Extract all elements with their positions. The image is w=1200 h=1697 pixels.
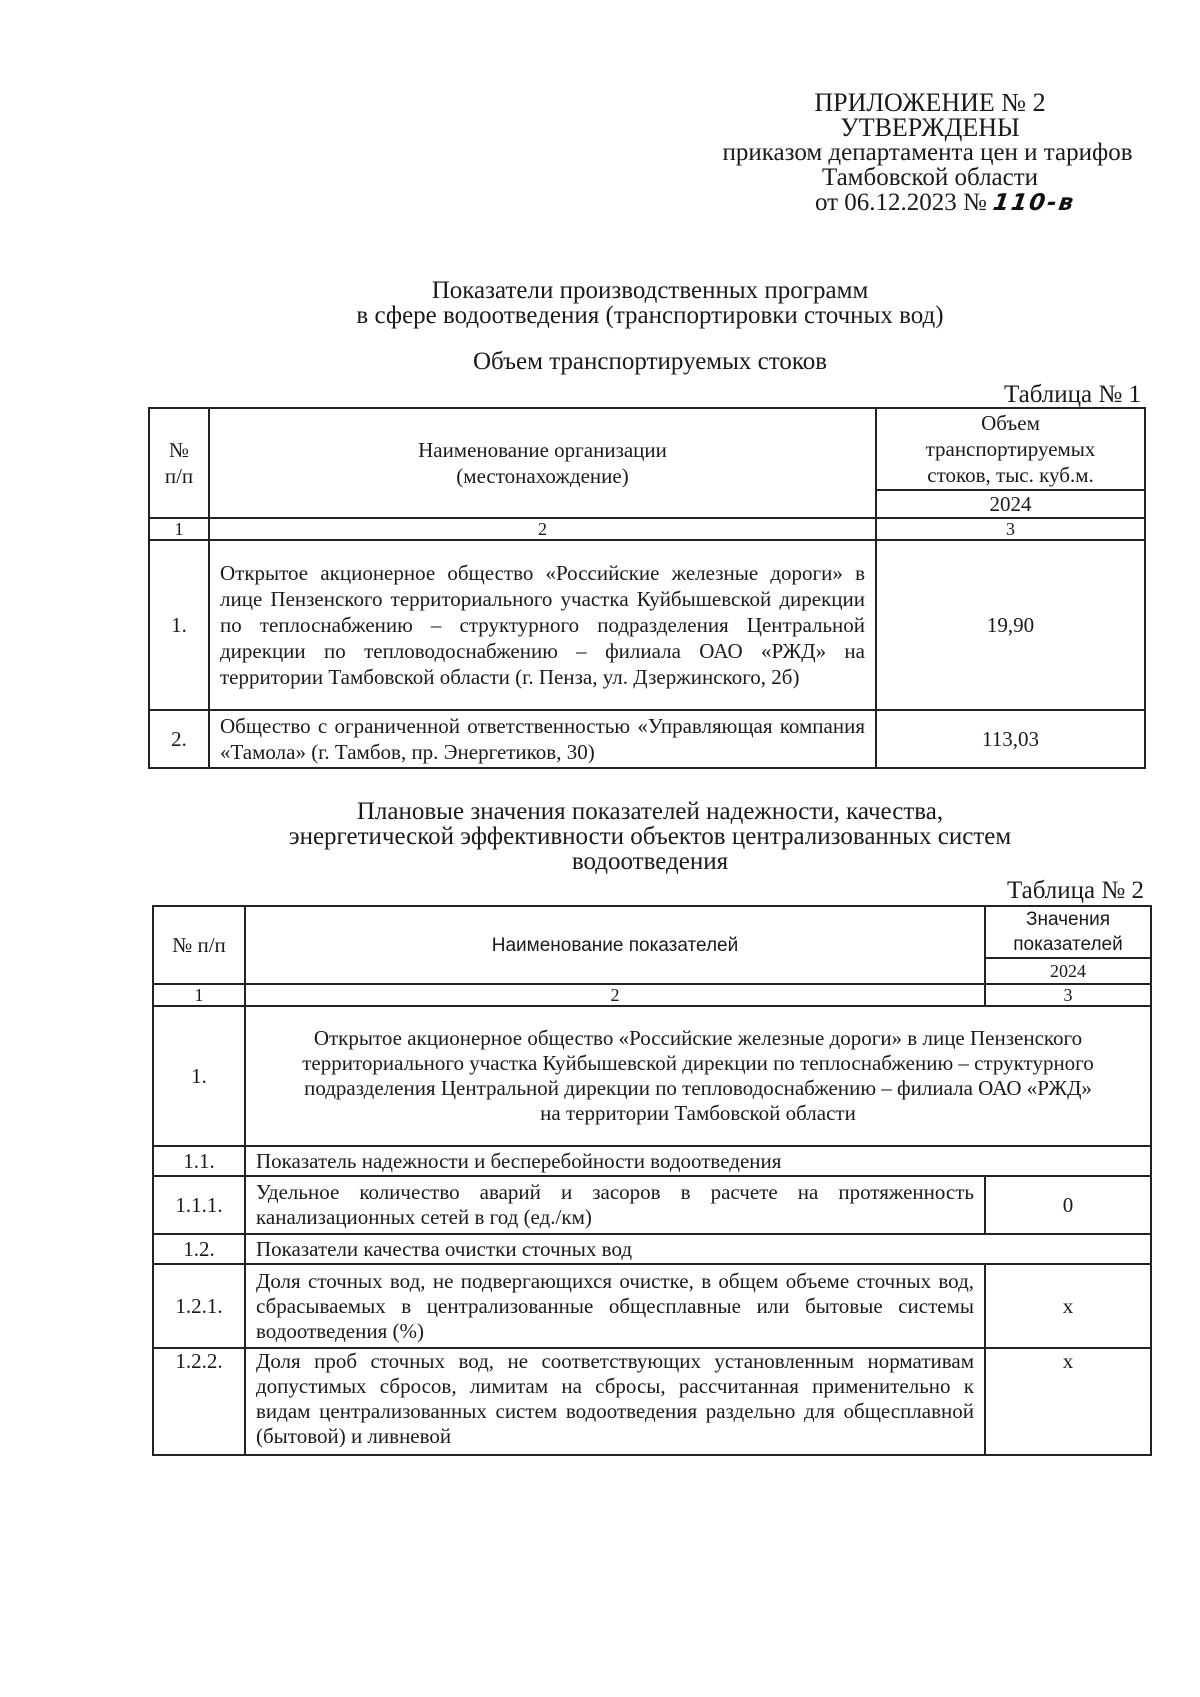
t2-org-location: на территории Тамбовской области <box>540 1101 856 1125</box>
t2-row-1-1-number: 1.1. <box>153 1146 245 1176</box>
table2 <box>152 905 1152 1456</box>
t1-header-year: 2024 <box>876 490 1145 518</box>
t2-row-1-1-1-number: 1.1.1. <box>153 1176 245 1234</box>
table-row <box>153 1176 1151 1234</box>
t2-org-name: Открытое акционерное общество «Российские железные дороги» в лице Пензенского территориального участка Куйбышевской дирекции по теплоснабжению – структурного подразделения Центральной дирекции по тепловодоснабжению – филиала ОАО «РЖД» <box>302 1026 1094 1100</box>
t1-header-number: № п/п <box>149 408 209 518</box>
t2-row-1-1-1-value: 0 <box>985 1176 1151 1234</box>
table-row <box>149 710 1145 768</box>
table2-heading-line3: водоотведения <box>571 848 729 875</box>
table-row <box>153 1234 1151 1264</box>
t2-header-year: 2024 <box>985 958 1151 984</box>
t1-row1-name: Открытое акционерное общество «Российские железные дороги» в лице Пензенского территориального участка Куйбышевской дирекции по теплоснабжению – структурного подразделения Центральной дирекции по тепловодоснабжению – филиала ОАО «РЖД» на территории Тамбовской области (г. Пенза, ул. Дзержинского, 2б) <box>209 540 876 710</box>
table-row <box>153 1348 1151 1455</box>
order-date-line <box>690 190 1170 216</box>
approved-label: УТВЕРЖДЕНЫ <box>840 113 1020 142</box>
t2-row-1-2-name: Показатели качества очистки сточных вод <box>245 1234 1151 1264</box>
table2-heading-line2: энергетической эффективности объектов централизованных систем <box>288 823 1012 850</box>
table2-label: Таблица № 2 <box>1006 877 1144 904</box>
t2-org-cell <box>245 1006 1151 1146</box>
t2-header-values: Значения показателей <box>985 906 1151 958</box>
appendix-label: ПРИЛОЖЕНИЕ № 2 <box>814 88 1046 117</box>
table1-heading: Объем транспортируемых стоков <box>472 348 828 375</box>
table1-label: Таблица № 1 <box>1003 381 1141 408</box>
t2-row-1-2-1-number: 1.2.1. <box>153 1264 245 1348</box>
t1-row2-number: 2. <box>149 710 209 768</box>
t2-row-1-1-name: Показатель надежности и бесперебойности водоотведения <box>245 1146 1151 1176</box>
t1-row1-number: 1. <box>149 540 209 710</box>
t1-header-volume: Объем транспортируемых стоков, тыс. куб.м. <box>876 408 1145 490</box>
t2-org-number: 1. <box>153 1006 245 1146</box>
t2-header-name: Наименование показателей <box>245 906 985 984</box>
t1-colnum-3: 3 <box>876 518 1145 540</box>
table-row <box>149 540 1145 710</box>
t2-row-1-2-number: 1.2. <box>153 1234 245 1264</box>
t2-row-1-2-1-name: Доля сточных вод, не подвергающихся очистке, в общем объеме сточных вод, сбрасываемых в централизованные общесплавные или бытовые системы водоотведения (%) <box>245 1264 985 1348</box>
t2-colnum-2: 2 <box>245 984 985 1006</box>
t2-colnum-1: 1 <box>153 984 245 1006</box>
table1 <box>148 407 1146 769</box>
order-date: от 06.12.2023 № <box>814 189 987 216</box>
table-row <box>153 1264 1151 1348</box>
document-title-line1: Показатели производственных программ <box>431 277 869 304</box>
approval-header <box>690 90 1170 216</box>
document-title-line2: в сфере водоотведения (транспортировки сточных вод) <box>356 302 944 329</box>
table2-heading-line1: Плановые значения показателей надежности, качества, <box>356 798 944 825</box>
t2-row-1-1-1-name: Удельное количество аварий и засоров в расчете на протяженность канализационных сетей в год (ед./км) <box>245 1176 985 1234</box>
t2-row-1-2-2-number: 1.2.2. <box>153 1348 245 1455</box>
table-row <box>153 1006 1151 1146</box>
t1-row2-name: Общество с ограниченной ответственностью «Управляющая компания «Тамола» (г. Тамбов, пр. Энергетиков, 30) <box>209 710 876 768</box>
t2-row-1-2-1-value: х <box>985 1264 1151 1348</box>
t2-row-1-2-2-name: Доля проб сточных вод, не соответствующих установленным нормативам допустимых сбросов, лимитам на сбросы, рассчитанная применительно к видам централизованных систем водоотведения раздельно для общесплавной (бытовой) и ливневой <box>245 1348 985 1455</box>
t1-colnum-2: 2 <box>209 518 876 540</box>
t2-header-number: № п/п <box>153 906 245 984</box>
t1-header-name: Наименование организации (местонахождение) <box>209 408 876 518</box>
t1-row2-value: 113,03 <box>876 710 1145 768</box>
handwritten-order-number: 110-в <box>991 190 1077 216</box>
t1-colnum-1: 1 <box>149 518 209 540</box>
table-row <box>153 1146 1151 1176</box>
order-region: Тамбовской области <box>821 164 1039 191</box>
t1-row1-value: 19,90 <box>876 540 1145 710</box>
t2-row-1-2-2-value: х <box>985 1348 1151 1455</box>
t2-colnum-3: 3 <box>985 984 1151 1006</box>
order-issuer: приказом департамента цен и тарифов <box>722 139 1133 166</box>
